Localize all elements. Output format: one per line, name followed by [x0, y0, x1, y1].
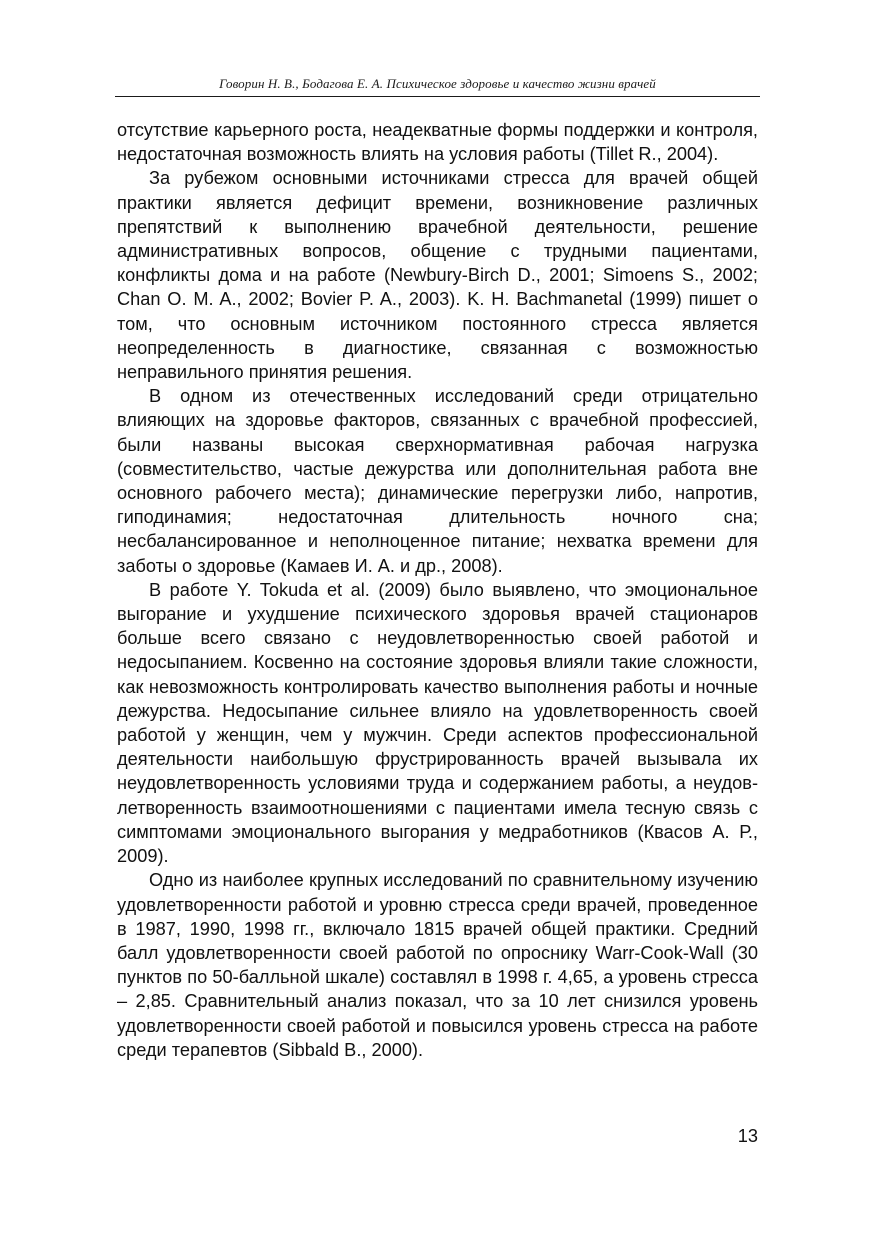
- header-divider: [115, 96, 760, 97]
- running-header: Говорин Н. В., Бодагова Е. А. Психическое здоровье и качество жизни врачей: [219, 76, 656, 91]
- paragraph: Одно из наиболее крупных исследований по сравнительному изучению удовлетворенности работой и уровню стресса среди врачей, проведенное в 1987, 1990, 1998 гг., включало 1815 врачей общей практики. Средний балл удовлетворенности своей работой по опроснику Warr-Cook-Wall (30 пунктов по 50-балльной шкале) составлял в 1998 г. 4,65, а уровень стресса – 2,85. Сравнительный анализ показал, что за 10 лет снизился уровень удовлетворенности своей работой и повысился уровень стресса на работе среди терапевтов (Sibbald B., 2000).: [117, 870, 758, 1060]
- paragraph: В одном из отечественных исследований среди отрицательно влияющих на здоровье факторов, связанных с врачебной профессией, были названы высокая сверхнормативная рабочая нагрузка (совместительство, частые дежурства или дополнительная работа вне основного рабочего места); динамические перегрузки либо, напротив, гиподинамия; недостаточная длительность ночного сна; несбалансированное и неполноценное питание; нехватка времени для заботы о здоровье (Камаев И. А. и др., 2008).: [117, 386, 758, 576]
- paragraph: За рубежом основными источниками стресса для врачей общей практики является дефицит времени, возникновение различных препятствий к выполнению врачебной деятельности, решение административных вопросов, общение с трудными пациентами, конфликты дома и на работе (Newbury-Birch D., 2001; Simoens S., 2002; Chan O. M. A., 2002; Bovier P. A., 2003). K. H. Bachmanetal (1999) пишет о том, что основным источником постоянного стресса является неопределенность в диагностике, связанная с возможностью неправильного принятия решения.: [117, 168, 758, 383]
- paragraph-continuation: отсутствие карьерного роста, неадекватные формы поддержки и контроля, недостаточная возможность влиять на условия работы (Tillet R., 2004).: [117, 120, 758, 165]
- paragraph: В работе Y. Tokuda et al. (2009) было выявлено, что эмоциональное выгорание и ухудшение психического здоровья врачей стационаров больше всего связано с неудовлетворенностью своей работой и недосыпанием. Косвенно на состояние здоровья влияли такие сложности, как невозможность контролировать качество выполнения работы и ночные дежурства. Недосыпание сильнее влияло на удовлетворенность своей работой у женщин, чем у мужчин. Среди аспектов профессиональной деятельности наибольшую фрустрированность врачей вызывала их неудовлетворенность условиями труда и содержанием работы, а неудовлетворенность взаимоотношениями с пациентами имела тесную связь с симптомами эмоционального выгорания у медработников (Квасов А. Р., 2009).: [117, 579, 758, 867]
- body-text: [117, 118, 758, 1062]
- page-number: 13: [737, 1126, 758, 1146]
